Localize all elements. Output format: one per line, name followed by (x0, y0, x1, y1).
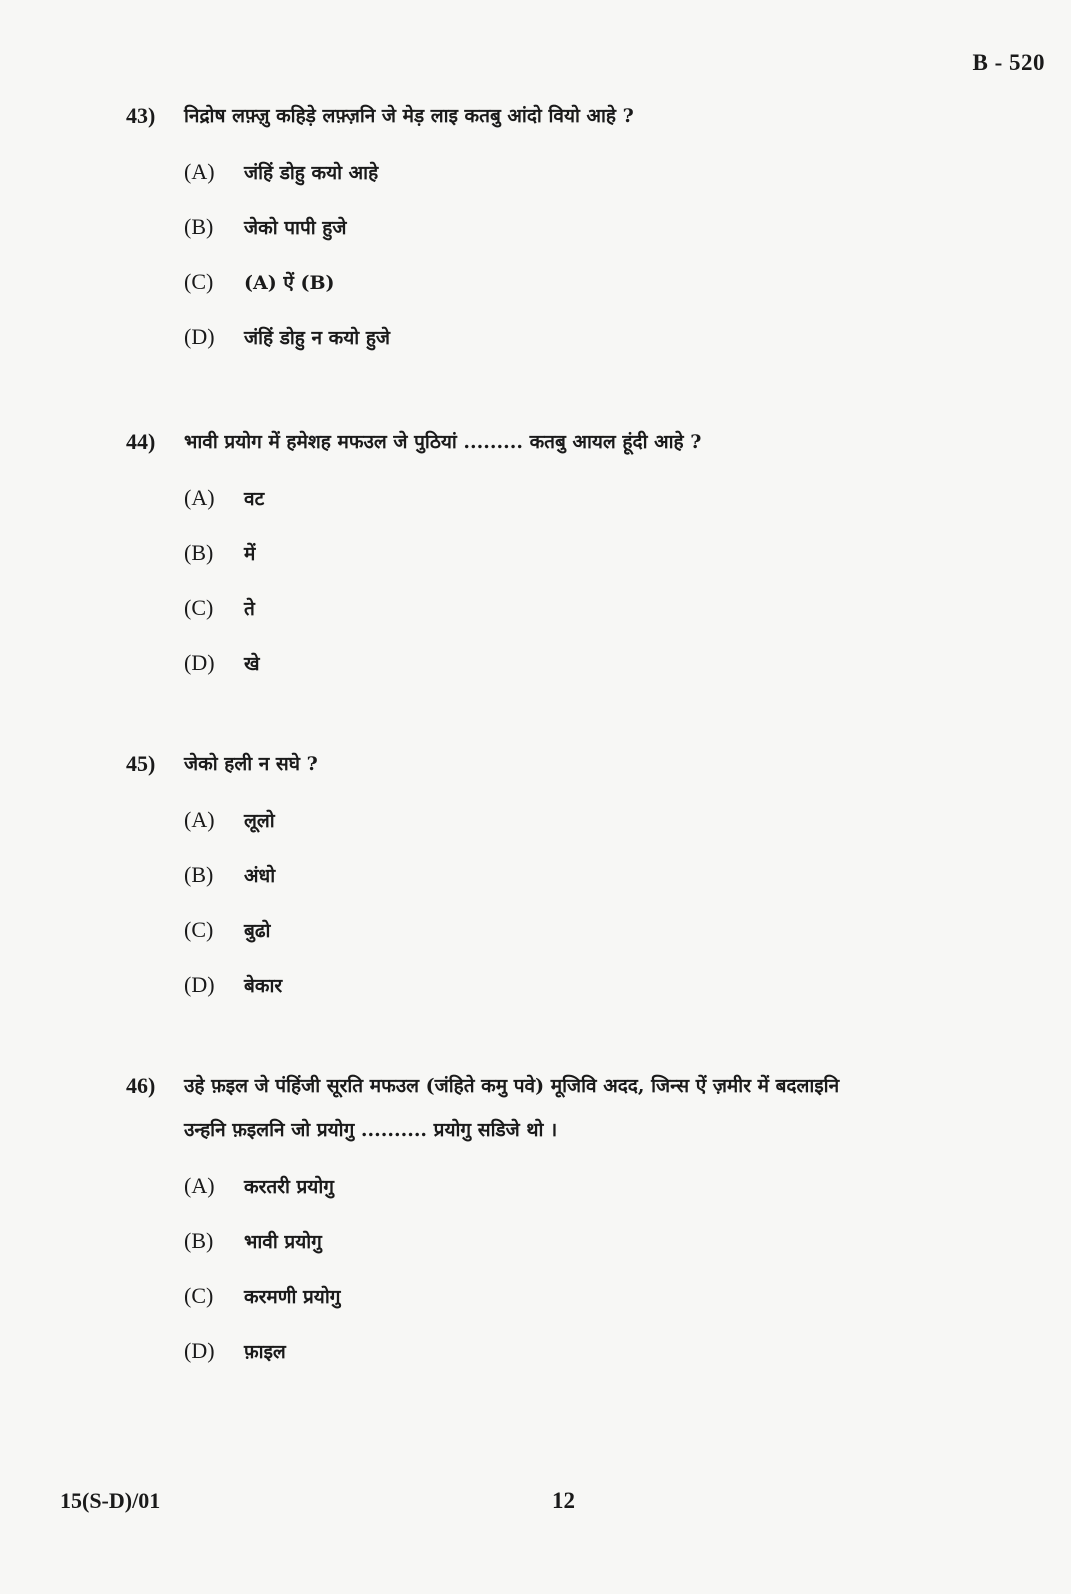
question-text: भावी प्रयोग में हमेशह मफउल जे पुठियां ......... कतबु आयल हूंदी आहे ? (184, 431, 702, 453)
option-text: खे (244, 652, 260, 675)
option-letter: (A) (184, 1172, 215, 1198)
option-d (184, 635, 1006, 690)
page-code: B - 520 (972, 50, 1045, 75)
option-letter: (C) (184, 1282, 214, 1308)
options-list (184, 144, 1006, 364)
option-d (184, 309, 1006, 364)
option-text: जेको पापी हुजे (244, 216, 347, 239)
question-number: 43) (126, 103, 156, 128)
question-number: 44) (126, 429, 156, 454)
option-letter: (C) (184, 916, 214, 942)
option-letter: (C) (184, 268, 214, 294)
option-text: वट (244, 487, 265, 510)
option-letter: (B) (184, 213, 214, 239)
option-b (184, 1213, 1006, 1268)
option-letter: (A) (184, 484, 215, 510)
option-letter: (C) (184, 594, 214, 620)
option-text: अंधो (244, 864, 276, 887)
question-45 (126, 742, 1006, 1012)
option-letter: (D) (184, 971, 215, 997)
option-text: बुढो (244, 919, 271, 942)
option-a (184, 144, 1006, 199)
option-c (184, 580, 1006, 635)
question-text-line-2: उन्हनि फ़इलनि जो प्रयोगु .......... प्रयोगु सडिजे थो । (184, 1119, 558, 1141)
option-c (184, 254, 1006, 309)
question-number: 45) (126, 751, 156, 776)
question-text: जेको हली न सघे ? (184, 753, 318, 775)
option-b (184, 525, 1006, 580)
option-text: (A) ऐं (B) (244, 271, 335, 294)
option-letter: (A) (184, 158, 215, 184)
option-a (184, 1158, 1006, 1213)
question-43 (126, 94, 1006, 364)
option-c (184, 1268, 1006, 1323)
option-letter: (D) (184, 649, 215, 675)
question-text: निद्रोष लफ़्ज़ु कहिड़े लफ़्ज़नि जे मेड़ लाइ कतबु आंदो वियो आहे ? (184, 105, 634, 127)
option-a (184, 470, 1006, 525)
option-text: लूलो (244, 809, 275, 832)
option-d (184, 1323, 1006, 1378)
option-text: फ़ाइल (244, 1340, 286, 1363)
option-letter: (D) (184, 1337, 215, 1363)
option-text: जंहिं डोहु न कयो हुजे (244, 326, 391, 349)
options-list (184, 1158, 1006, 1378)
option-letter: (B) (184, 539, 214, 565)
options-list (184, 792, 1006, 1012)
options-list (184, 470, 1006, 690)
question-text (184, 1064, 1006, 1152)
paper-code: 15(S-D)/01 (60, 1488, 161, 1513)
option-text: ते (244, 597, 255, 620)
option-a (184, 792, 1006, 847)
option-letter: (D) (184, 323, 215, 349)
option-d (184, 957, 1006, 1012)
question-46 (126, 1064, 1006, 1378)
option-letter: (B) (184, 1227, 214, 1253)
option-b (184, 199, 1006, 254)
option-letter: (B) (184, 861, 214, 887)
question-text-line-1: उहे फ़इल जे पंहिंजी सूरति मफउल (जंहिते कमु पवे) मूजिवि अदद, जिन्स ऐं ज़मीर में बदलाइनि (184, 1075, 840, 1097)
option-text: बेकार (244, 974, 283, 997)
page-number: 12 (552, 1488, 575, 1513)
question-number: 46) (126, 1073, 156, 1098)
option-letter: (A) (184, 806, 215, 832)
option-text: करतरी प्रयोगु (244, 1175, 334, 1198)
option-text: जंहिं डोहु कयो आहे (244, 161, 379, 184)
option-text: भावी प्रयोगु (244, 1230, 322, 1253)
option-text: में (244, 542, 256, 565)
option-c (184, 902, 1006, 957)
question-44 (126, 420, 1006, 690)
option-text: करमणी प्रयोगु (244, 1285, 341, 1308)
option-b (184, 847, 1006, 902)
